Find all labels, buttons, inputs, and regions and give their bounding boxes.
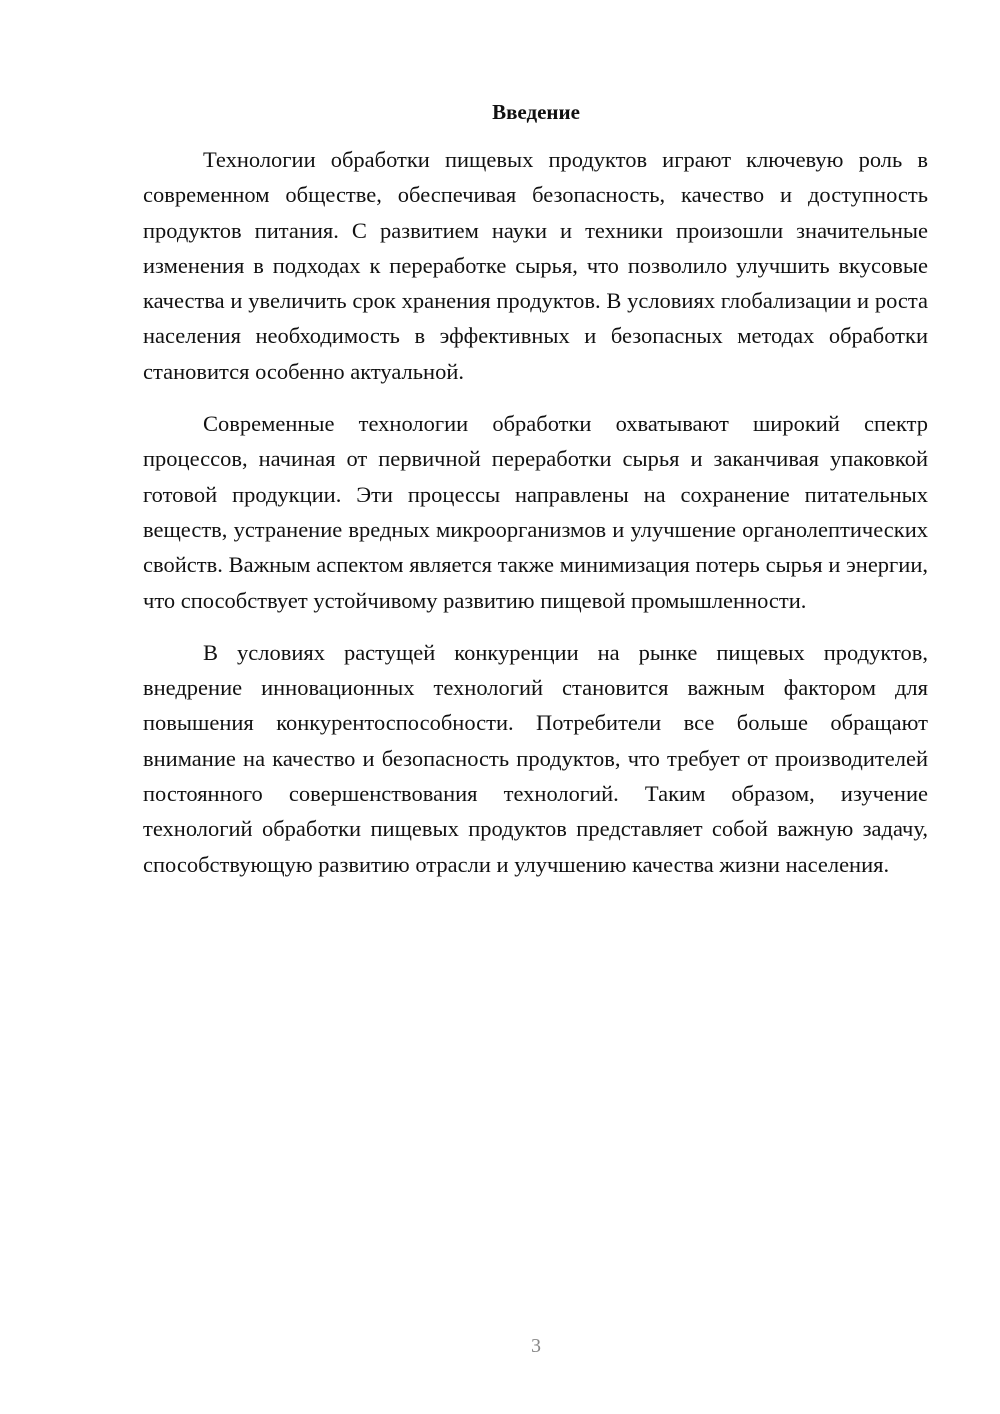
body-text: [143, 142, 928, 899]
section-title: Введение: [492, 100, 580, 124]
paragraph-1: Технологии обработки пищевых продуктов играют ключевую роль в современном обществе, обеспечивая безопасность, качество и доступность продуктов питания. С развитием науки и техники произошли значительные изменения в подходах к переработке сырья, что позволило улучшить вкусовые качества и увеличить срок хранения продуктов. В условиях глобализации и роста населения необходимость в эффективных и безопасных методах обработки становится особенно актуальной.: [143, 147, 928, 384]
paragraph-2: Современные технологии обработки охватывают широкий спектр процессов, начиная от первичной переработки сырья и заканчивая упаковкой готовой продукции. Эти процессы направлены на сохранение питательных веществ, устранение вредных микроорганизмов и улучшение органолептических свойств. Важным аспектом является также минимизация потерь сырья и энергии, что способствует устойчивому развитию пищевой промышленности.: [143, 411, 928, 613]
paragraph-3: В условиях растущей конкуренции на рынке пищевых продуктов, внедрение инновационных технологий становится важным фактором для повышения конкурентоспособности. Потребители все больше обращают внимание на качество и безопасность продуктов, что требует от производителей постоянного совершенствования технологий. Таким образом, изучение технологий обработки пищевых продуктов представляет собой важную задачу, способствующую развитию отрасли и улучшению качества жизни населения.: [143, 639, 928, 877]
page-number: 3: [531, 1335, 541, 1357]
